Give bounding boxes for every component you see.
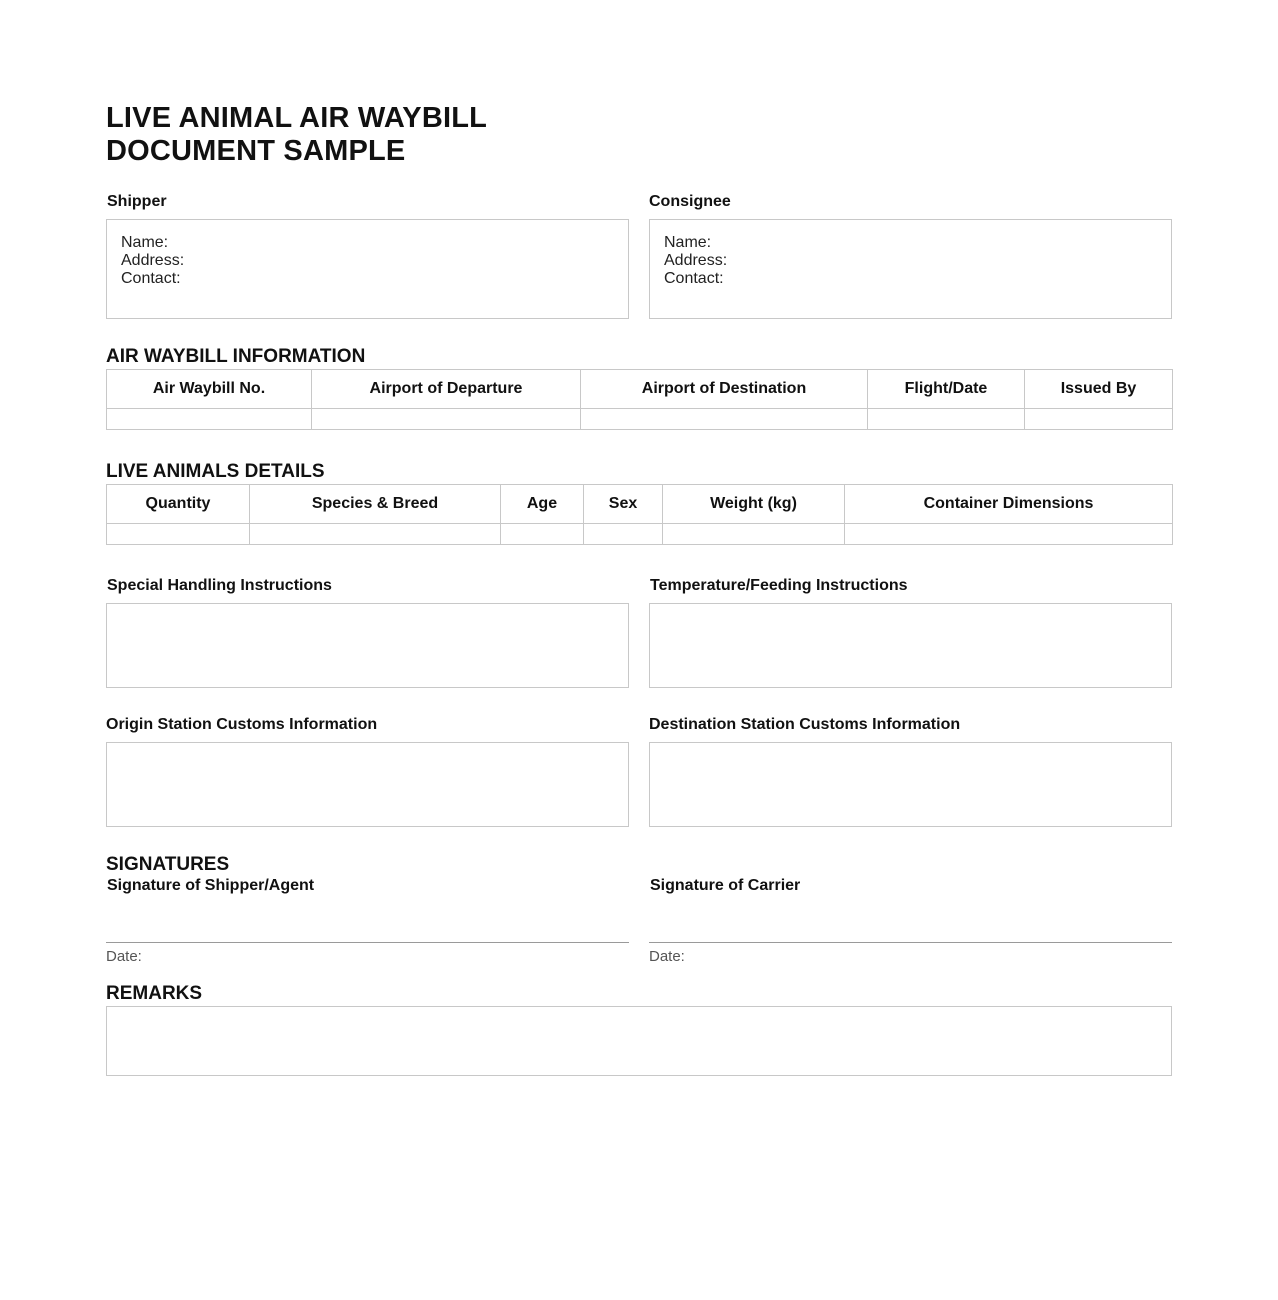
flight-date-cell[interactable] xyxy=(868,409,1025,430)
container-dimensions-cell[interactable] xyxy=(845,524,1173,545)
sex-cell[interactable] xyxy=(584,524,663,545)
issued-by-cell[interactable] xyxy=(1025,409,1173,430)
temperature-feeding-heading: Temperature/Feeding Instructions xyxy=(650,577,908,594)
column-header: Weight (kg) xyxy=(663,485,845,524)
document-title xyxy=(106,102,706,168)
shipper-fields xyxy=(121,234,184,288)
carrier-signature-label: Signature of Carrier xyxy=(650,877,801,894)
remarks-heading: REMARKS xyxy=(106,983,203,1004)
shipper-agent-signature-label: Signature of Shipper/Agent xyxy=(107,877,315,894)
column-header: Air Waybill No. xyxy=(107,370,312,409)
consignee-contact-label: Contact: xyxy=(664,270,724,287)
destination-customs-heading: Destination Station Customs Information xyxy=(649,716,961,733)
species-breed-cell[interactable] xyxy=(250,524,501,545)
waybill-info-table xyxy=(106,369,1173,430)
consignee-name-label: Name: xyxy=(664,234,712,251)
animals-table xyxy=(106,484,1173,545)
shipper-name-label: Name: xyxy=(121,234,169,251)
carrier-signature-line[interactable] xyxy=(649,942,1172,943)
weight-cell[interactable] xyxy=(663,524,845,545)
column-header: Quantity xyxy=(107,485,250,524)
column-header: Species & Breed xyxy=(250,485,501,524)
special-handling-heading: Special Handling Instructions xyxy=(107,577,332,594)
airport-departure-cell[interactable] xyxy=(312,409,581,430)
quantity-cell[interactable] xyxy=(107,524,250,545)
title-line-2: DOCUMENT SAMPLE xyxy=(106,135,406,167)
column-header: Issued By xyxy=(1025,370,1173,409)
shipper-heading: Shipper xyxy=(107,193,167,210)
table-header-row xyxy=(107,485,1173,524)
consignee-box[interactable] xyxy=(649,219,1172,319)
age-cell[interactable] xyxy=(501,524,584,545)
column-header: Age xyxy=(501,485,584,524)
animals-heading: LIVE ANIMALS DETAILS xyxy=(106,461,325,482)
column-header: Flight/Date xyxy=(868,370,1025,409)
remarks-box[interactable] xyxy=(106,1006,1172,1076)
signatures-heading: SIGNATURES xyxy=(106,854,230,875)
column-header: Sex xyxy=(584,485,663,524)
consignee-address-label: Address: xyxy=(664,252,728,269)
column-header: Airport of Destination xyxy=(581,370,868,409)
shipper-signature-line[interactable] xyxy=(106,942,629,943)
consignee-heading: Consignee xyxy=(649,193,731,210)
shipper-box[interactable] xyxy=(106,219,629,319)
waybill-info-heading: AIR WAYBILL INFORMATION xyxy=(106,346,366,367)
column-header: Airport of Departure xyxy=(312,370,581,409)
origin-customs-heading: Origin Station Customs Information xyxy=(106,716,378,733)
column-header: Container Dimensions xyxy=(845,485,1173,524)
shipper-date-label: Date: xyxy=(106,948,142,965)
origin-customs-box[interactable] xyxy=(106,742,629,827)
airport-destination-cell[interactable] xyxy=(581,409,868,430)
title-line-1: LIVE ANIMAL AIR WAYBILL xyxy=(106,102,488,134)
table-row xyxy=(107,409,1173,430)
temperature-feeding-box[interactable] xyxy=(649,603,1172,688)
carrier-date-label: Date: xyxy=(649,948,685,965)
consignee-fields xyxy=(664,234,727,288)
destination-customs-box[interactable] xyxy=(649,742,1172,827)
shipper-address-label: Address: xyxy=(121,252,185,269)
table-row xyxy=(107,524,1173,545)
shipper-contact-label: Contact: xyxy=(121,270,181,287)
special-handling-box[interactable] xyxy=(106,603,629,688)
table-header-row xyxy=(107,370,1173,409)
air-waybill-no-cell[interactable] xyxy=(107,409,312,430)
